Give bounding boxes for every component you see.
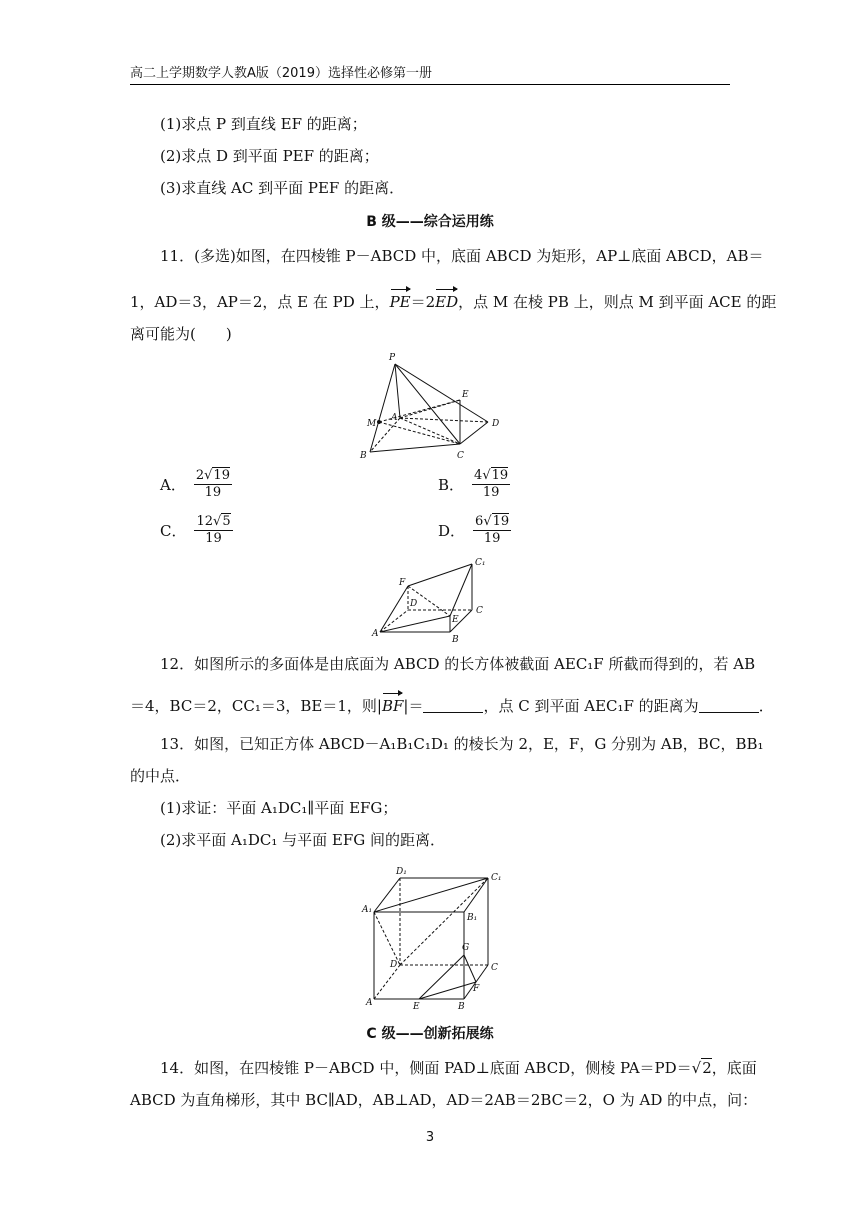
section-b-title: B 级——综合运用练 [366,214,494,230]
label-a: A [391,413,398,423]
label-b: B [360,451,367,461]
option-d-label: D． [438,522,466,540]
label-c: C [491,963,498,973]
q12-line2-text-a: ＝4，BC＝2，CC₁＝3，BE＝1，则| [130,697,382,715]
option-a-fraction: $\frac{2√19}{19}$ [195,468,230,500]
label-f: F [473,984,480,994]
option-d[interactable] [438,514,511,547]
edge-ad [400,418,488,422]
label-d1: D₁ [396,867,407,877]
q11-line2-text-b: ，点 M 在棱 PB 上，则点 M 到平面 ACE 的距 [458,293,777,311]
q13-line2: 的中点． [130,767,191,785]
edge-pd [395,364,488,422]
edge-ac [400,418,460,444]
edge-ad [374,965,400,999]
label-m: M [367,419,377,429]
vector-bf: BF [381,697,404,715]
q14-line1: 14．如图，在四棱锥 P－ABCD 中，侧面 PAD⊥底面 ABCD，侧棱 PA＝PD＝√2，底面 [160,1059,757,1077]
point-m [377,420,381,424]
label-f: F [399,578,406,588]
answer-blank-1[interactable] [423,698,483,713]
option-c-radicand: 5 [222,514,231,529]
edge-cd [460,422,488,444]
edge-bc [370,444,460,452]
edge-fc1 [408,564,472,586]
label-c: C [457,451,464,461]
q14-line2: ABCD 为直角梯形，其中 BC∥AD，AB⊥AD，AD＝2AB＝2BC＝2，O 为 AD 的中点，问： [130,1091,758,1109]
q11-pyramid-figure [355,350,505,465]
q12-line2 [130,696,774,716]
q11-line1: 11．(多选)如图，在四棱锥 P－ABCD 中，底面 ABCD 为矩形，AP⊥底面 ABCD，AB＝ [160,247,764,265]
label-a1: A₁ [362,905,373,915]
edge-af [380,586,408,632]
label-c: C [476,606,483,616]
option-a-radicand: 19 [213,468,230,483]
option-d-fraction: $\frac{6√19}{19}$ [475,514,510,546]
q11-line2-text-a: 1，AD＝3，AP＝2，点 E 在 PD 上， [130,293,390,311]
option-d-radicand: 19 [492,514,510,529]
q10-part2: (2)求点 D 到平面 PEF 的距离； [160,147,379,165]
edge-ae [380,616,450,632]
label-p: P [389,353,396,363]
q11-line2 [130,292,776,312]
q14-line1-text-b: ，底面 [711,1059,757,1077]
option-b-denominator: 19 [482,485,500,500]
vector-ed: ED [435,293,459,311]
q13-line1: 13．如图，已知正方体 ABCD－A₁B₁C₁D₁ 的棱长为 2，E，F，G 分别为 AB，BC，BB₁ [160,735,764,753]
label-e: E [462,390,469,400]
label-c1: C₁ [491,873,502,883]
label-g: G [462,943,470,953]
edge-pb [370,364,395,452]
option-b-fraction: $\frac{4√19}{19}$ [474,468,509,500]
edge-pa [395,364,400,418]
q11-line3: 离可能为( ) [130,325,232,343]
option-a[interactable] [160,468,232,501]
q13-part2: (2)求平面 A₁DC₁ 与平面 EFG 间的距离． [160,831,446,849]
label-d: D [390,960,398,970]
q14-sqrt-radicand: 2 [702,1059,712,1077]
option-d-denominator: 19 [483,531,501,546]
label-c1: C₁ [475,558,486,568]
segment-a1d [374,912,400,965]
option-c-denominator: 19 [205,531,222,546]
option-a-denominator: 19 [204,485,222,500]
segment-mc [379,422,460,444]
edge-a1d1 [374,878,400,912]
vector-pe: PE [389,293,411,311]
q10-part1: (1)求点 P 到直线 EF 的距离； [160,115,367,133]
q12-line2-text-b: |＝ [403,697,424,715]
q12-line2-text-d: ． [758,697,774,715]
option-c-coef: 12 [196,514,214,529]
q12-polyhedron-figure [370,556,495,644]
option-b[interactable] [438,468,510,501]
label-b: B [458,1002,465,1012]
label-d: D [492,419,500,429]
answer-blank-2[interactable] [699,698,759,713]
edge-pc [395,364,460,444]
q14-line1-text-a: 14．如图，在四棱锥 P－ABCD 中，侧面 PAD⊥底面 ABCD，侧棱 PA＝PD＝ [160,1059,692,1077]
segment-gf [464,955,476,982]
label-d: D [410,599,418,609]
option-b-coef: 4 [474,468,483,483]
option-b-radicand: 19 [491,468,509,483]
q13-cube-figure [360,864,505,1010]
option-c[interactable] [160,514,233,547]
section-c-title: C 级——创新拓展练 [366,1026,494,1042]
edge-ae [400,400,460,418]
label-a: A [372,629,379,639]
q10-part3: (3)求直线 AC 到平面 PEF 的距离． [160,179,405,197]
q12-line1: 12．如图所示的多面体是由底面为 ABCD 的长方体被截面 AEC₁F 所截而得到的，若 AB [160,655,756,673]
option-a-coef: 2 [195,468,205,483]
option-c-label: C． [160,522,187,540]
edge-c1e [450,564,472,616]
page-header: 高二上学期数学人教A版（2019）选择性必修第一册 [130,62,730,85]
label-e: E [452,615,459,625]
label-b: B [452,635,459,645]
q12-line2-text-c: ，点 C 到平面 AEC₁F 的距离为 [483,697,699,715]
edge-c1b1 [464,878,488,912]
label-b1: B₁ [467,913,478,923]
option-a-label: A． [160,476,186,494]
q11-eq: ＝2 [410,293,436,311]
segment-a1c1 [374,878,488,912]
page-number: 3 [425,1130,435,1145]
option-d-coef: 6 [475,514,484,529]
label-e: E [413,1002,420,1012]
option-b-label: B． [438,476,465,494]
label-a: A [366,998,373,1008]
q13-part1: (1)求证：平面 A₁DC₁∥平面 EFG； [160,799,398,817]
option-c-fraction: $\frac{12√5}{19}$ [196,514,231,546]
